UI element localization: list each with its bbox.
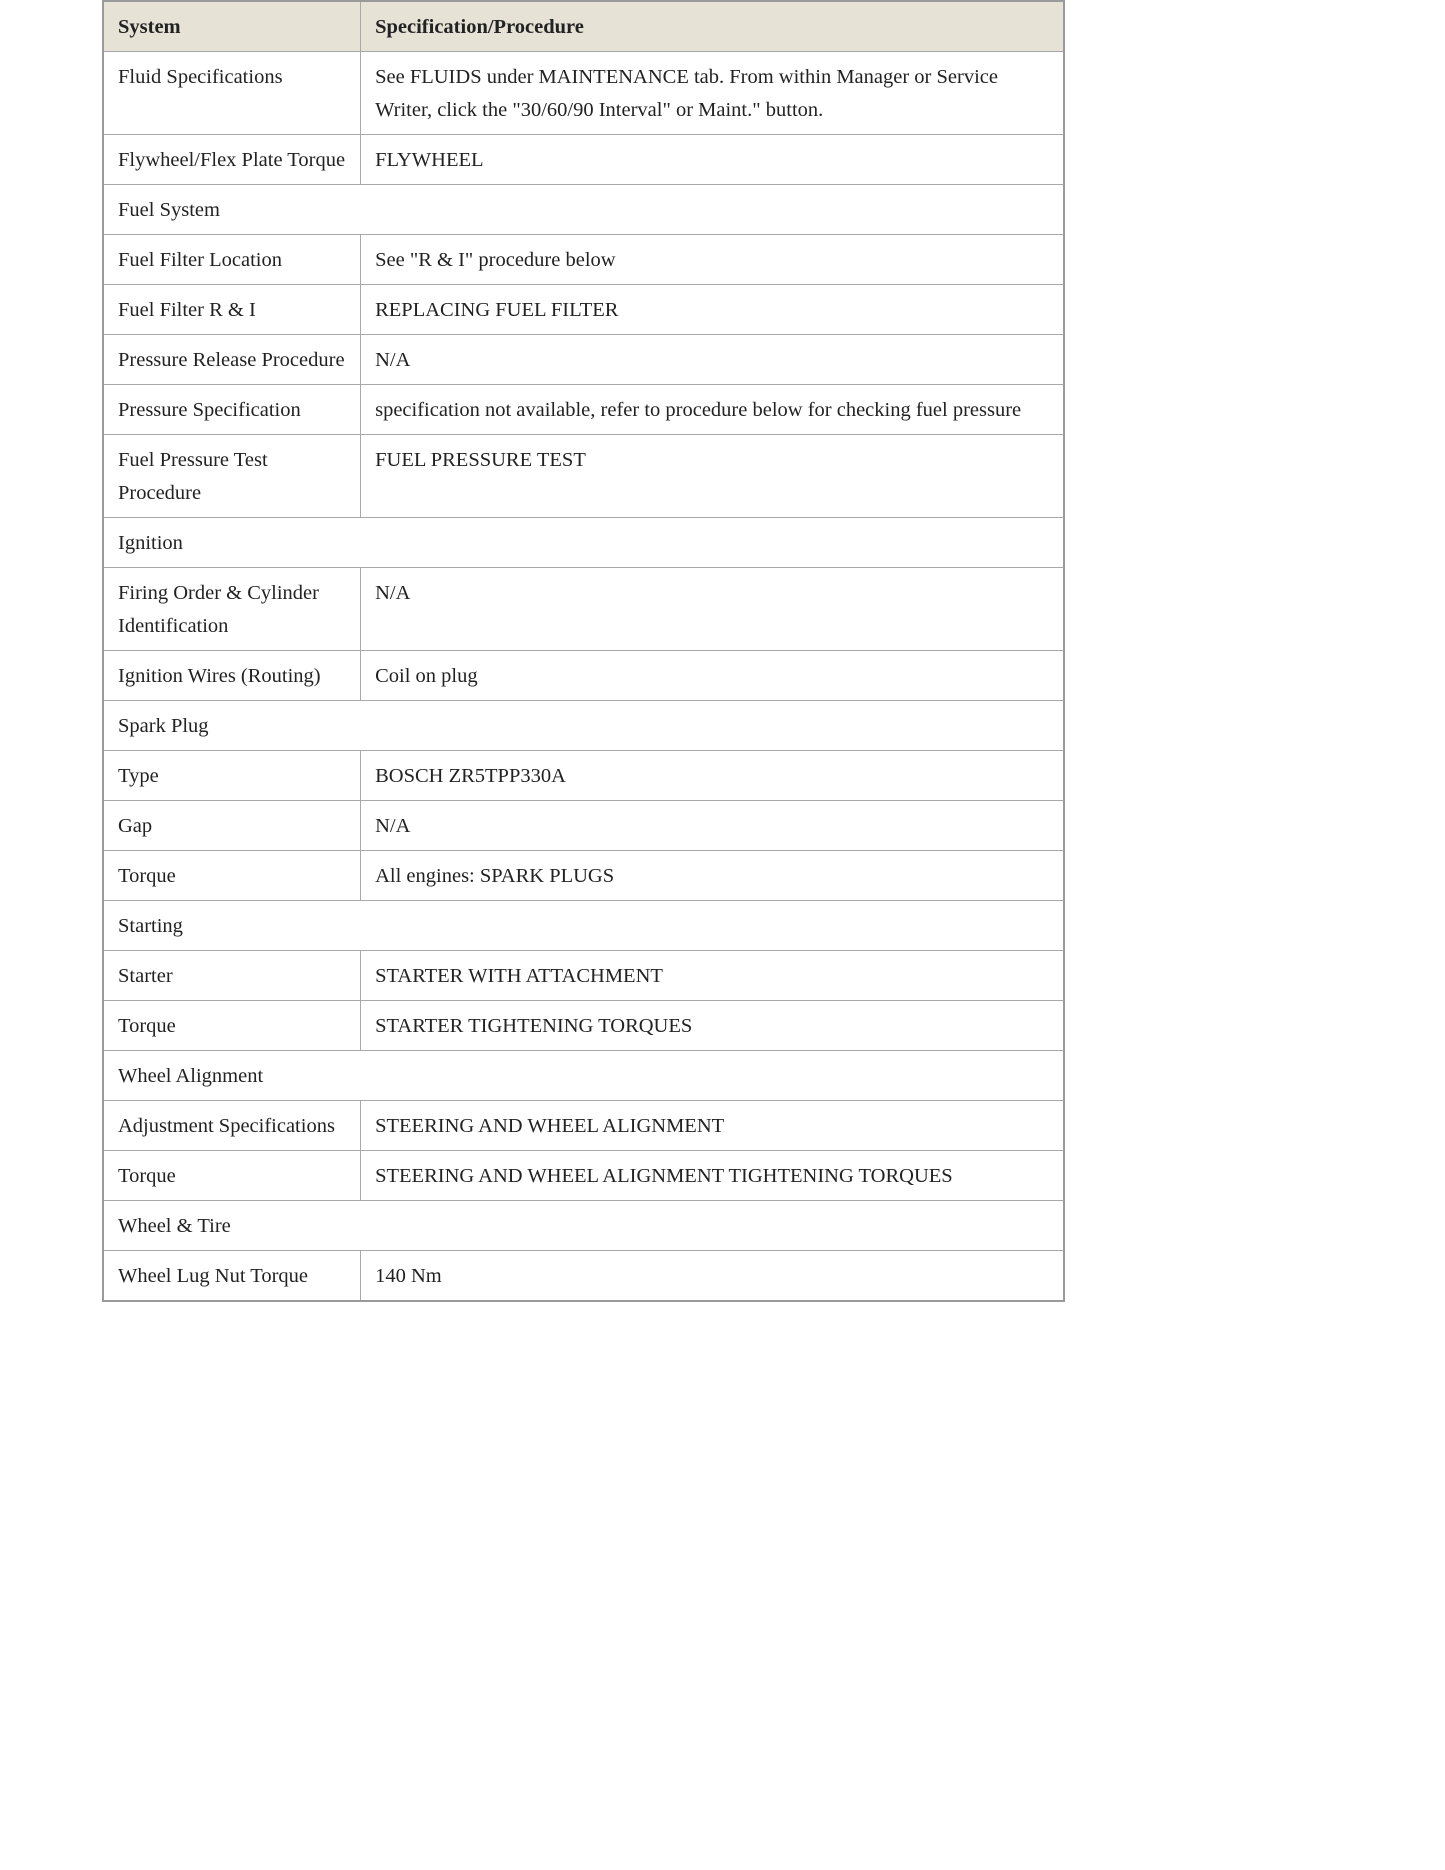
system-cell: Fuel Filter Location bbox=[103, 235, 361, 285]
table-row bbox=[103, 951, 1064, 1001]
specification-cell: STEERING AND WHEEL ALIGNMENT bbox=[361, 1101, 1064, 1151]
system-cell: Gap bbox=[103, 801, 361, 851]
specification-cell: N/A bbox=[361, 335, 1064, 385]
specification-cell: FLYWHEEL bbox=[361, 135, 1064, 185]
table-row bbox=[103, 751, 1064, 801]
table-group-row bbox=[103, 185, 1064, 235]
table-row bbox=[103, 1001, 1064, 1051]
table-row bbox=[103, 235, 1064, 285]
group-heading: Spark Plug bbox=[103, 701, 1064, 751]
specification-cell: See FLUIDS under MAINTENANCE tab. From within Manager or Service Writer, click the "30/60/90 Interval" or Maint." button. bbox=[361, 52, 1064, 135]
table-group-row bbox=[103, 1051, 1064, 1101]
table-row bbox=[103, 1251, 1064, 1302]
system-cell: Wheel Lug Nut Torque bbox=[103, 1251, 361, 1302]
group-heading: Starting bbox=[103, 901, 1064, 951]
specification-table bbox=[102, 0, 1065, 1302]
table-row bbox=[103, 335, 1064, 385]
specification-cell: All engines: SPARK PLUGS bbox=[361, 851, 1064, 901]
specification-cell: STARTER WITH ATTACHMENT bbox=[361, 951, 1064, 1001]
specification-cell: N/A bbox=[361, 801, 1064, 851]
system-cell: Adjustment Specifications bbox=[103, 1101, 361, 1151]
table-row bbox=[103, 1101, 1064, 1151]
table-row bbox=[103, 651, 1064, 701]
system-cell: Torque bbox=[103, 851, 361, 901]
group-heading: Fuel System bbox=[103, 185, 1064, 235]
specification-cell: 140 Nm bbox=[361, 1251, 1064, 1302]
specification-cell: N/A bbox=[361, 568, 1064, 651]
table-body bbox=[103, 52, 1064, 1302]
table-row bbox=[103, 568, 1064, 651]
system-cell: Pressure Specification bbox=[103, 385, 361, 435]
system-cell: Fuel Filter R & I bbox=[103, 285, 361, 335]
group-heading: Wheel Alignment bbox=[103, 1051, 1064, 1101]
specification-cell: Coil on plug bbox=[361, 651, 1064, 701]
specification-cell: BOSCH ZR5TPP330A bbox=[361, 751, 1064, 801]
specification-cell: REPLACING FUEL FILTER bbox=[361, 285, 1064, 335]
table-group-row bbox=[103, 901, 1064, 951]
specification-cell: specification not available, refer to procedure below for checking fuel pressure bbox=[361, 385, 1064, 435]
specification-cell: STEERING AND WHEEL ALIGNMENT TIGHTENING TORQUES bbox=[361, 1151, 1064, 1201]
specification-cell: STARTER TIGHTENING TORQUES bbox=[361, 1001, 1064, 1051]
group-heading: Wheel & Tire bbox=[103, 1201, 1064, 1251]
table-row bbox=[103, 801, 1064, 851]
system-cell: Starter bbox=[103, 951, 361, 1001]
table-row bbox=[103, 851, 1064, 901]
table-row bbox=[103, 285, 1064, 335]
system-cell: Firing Order & Cylinder Identification bbox=[103, 568, 361, 651]
table-row bbox=[103, 435, 1064, 518]
system-cell: Type bbox=[103, 751, 361, 801]
table-header-row bbox=[103, 1, 1064, 52]
system-cell: Torque bbox=[103, 1001, 361, 1051]
table-row bbox=[103, 52, 1064, 135]
specification-cell: See "R & I" procedure below bbox=[361, 235, 1064, 285]
system-cell: Flywheel/Flex Plate Torque bbox=[103, 135, 361, 185]
table-group-row bbox=[103, 518, 1064, 568]
table-group-row bbox=[103, 1201, 1064, 1251]
system-cell: Ignition Wires (Routing) bbox=[103, 651, 361, 701]
group-heading: Ignition bbox=[103, 518, 1064, 568]
system-cell: Pressure Release Procedure bbox=[103, 335, 361, 385]
system-cell: Fluid Specifications bbox=[103, 52, 361, 135]
specification-cell: FUEL PRESSURE TEST bbox=[361, 435, 1064, 518]
column-header-specification: Specification/Procedure bbox=[361, 1, 1064, 52]
table-row bbox=[103, 385, 1064, 435]
column-header-system: System bbox=[103, 1, 361, 52]
system-cell: Torque bbox=[103, 1151, 361, 1201]
system-cell: Fuel Pressure Test Procedure bbox=[103, 435, 361, 518]
table-group-row bbox=[103, 701, 1064, 751]
table-row bbox=[103, 135, 1064, 185]
table-row bbox=[103, 1151, 1064, 1201]
